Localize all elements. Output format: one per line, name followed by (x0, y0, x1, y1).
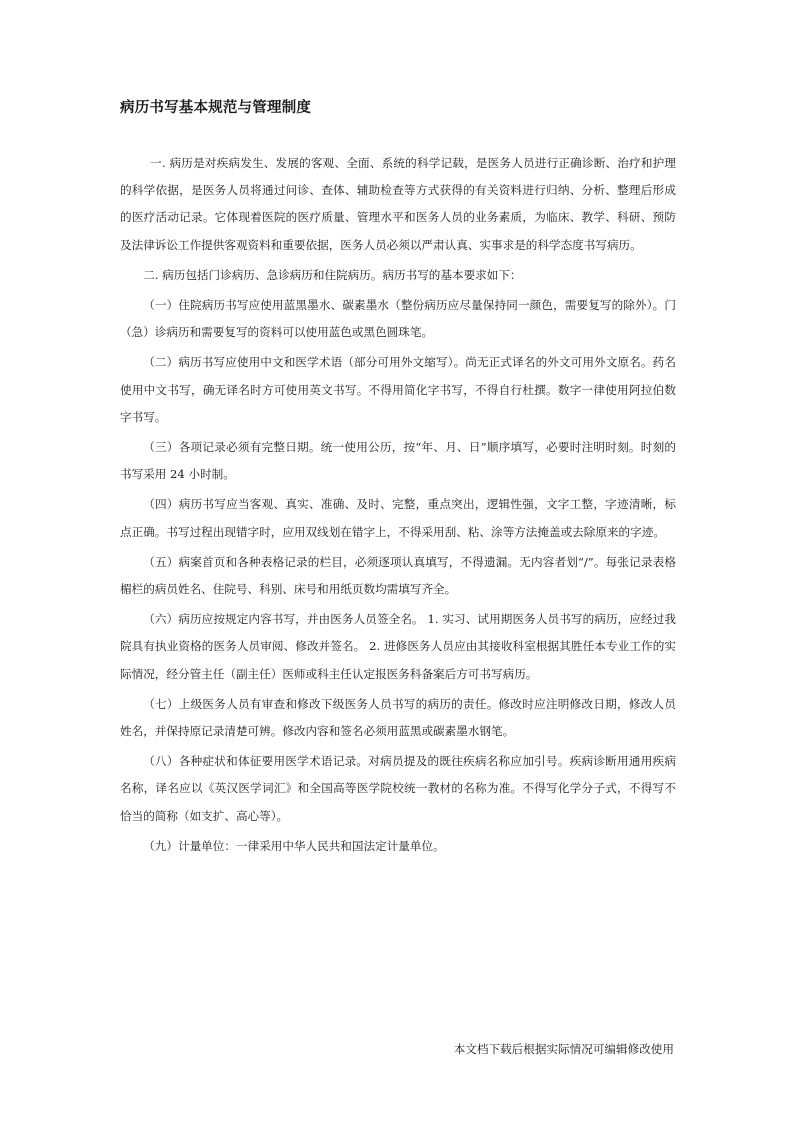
paragraph-7: （五）病案首页和各种表格记录的栏目，必须逐项认真填写，不得遗漏。无内容者划“/”。每张记录表格楣栏的病员姓名、住院号、科别、床号和用纸页数均需填写齐全。 (120, 554, 676, 597)
paragraph-6: （四）病历书写应当客观、真实、准确、及时、完整，重点突出，逻辑性强，文字工整，字迹清晰，标点正确。书写过程出现错字时，应用双线划在错字上，不得采用刮、粘、涂等方法掩盖或去除原来的字迹。 (120, 497, 676, 539)
document-title: 病历书写基本规范与管理制度 (120, 100, 312, 116)
paragraph-10: （八）各种症状和体征要用医学术语记录。对病员提及的既往疾病名称应加引号。疾病诊断用通用疾病名称，译名应以《英汉医学词汇》和全国高等医学院校统一教材的名称为准。不得写化学分子式，不得写不恰当的简称（如支扩、高心等）。 (120, 754, 676, 823)
paragraph-2: 二. 病历包括门诊病历、急诊病历和住院病历。病历书写的基本要求如下： (143, 267, 522, 282)
paragraph-4: （二）病历书写应使用中文和医学术语（部分可用外文缩写）。尚无正式译名的外文可用外文原名。药名使用中文书写，确无译名时方可使用英文书写。不得用简化字书写，不得自行杜撰。数字一律使用阿拉伯数字书写。 (120, 355, 676, 424)
paragraph-3: （一）住院病历书写应使用蓝黑墨水、碳素墨水（整份病历应尽量保持同一颜色，需要复写的除外）。门（急）诊病历和需要复写的资料可以使用蓝色或黑色圆珠笔。 (120, 298, 676, 340)
paragraph-11: （九）计量单位：一律采用中华人民共和国法定计量单位。 (143, 838, 445, 853)
paragraph-5: （三）各项记录必须有完整日期。统一使用公历，按“年、月、日”顺序填写，必要时注明时刻。时刻的书写采用 24 小时制。 (120, 440, 676, 482)
footer-note: 本文档下载后根据实际情况可编辑修改使用 (453, 1042, 674, 1056)
paragraph-1: 一. 病历是对疾病发生、发展的客观、全面、系统的科学记载，是医务人员进行正确诊断、治疗和护理的科学依据，是医务人员将通过问诊、查体、辅助检查等方式获得的有关资料进行归纳、分析、整理后形成的医疗活动记录。它体现着医院的医疗质量、管理水平和医务人员的业务素质，为临床、教学、科研、预防及法律诉讼工作提供客观资料和重要依据，医务人员必须以严肃认真、实事求是的科学态度书写病历。 (120, 156, 676, 252)
document-body (120, 150, 676, 863)
paragraph-8: （六）病历应按规定内容书写，并由医务人员签全名。 1. 实习、试用期医务人员书写的病历，应经过我院具有执业资格的医务人员审阅、修改并签名。 2. 进修医务人员应由其接收科室根据其胜任本专业工作的实际情况，经分管主任（副主任）医师或科主任认定报医务科备案后方可书写病历。 (120, 612, 676, 681)
paragraph-9: （七）上级医务人员有审查和修改下级医务人员书写的病历的责任。修改时应注明修改日期，修改人员姓名，并保持原记录清楚可辨。修改内容和签名必须用蓝黑或碳素墨水钢笔。 (120, 696, 676, 739)
